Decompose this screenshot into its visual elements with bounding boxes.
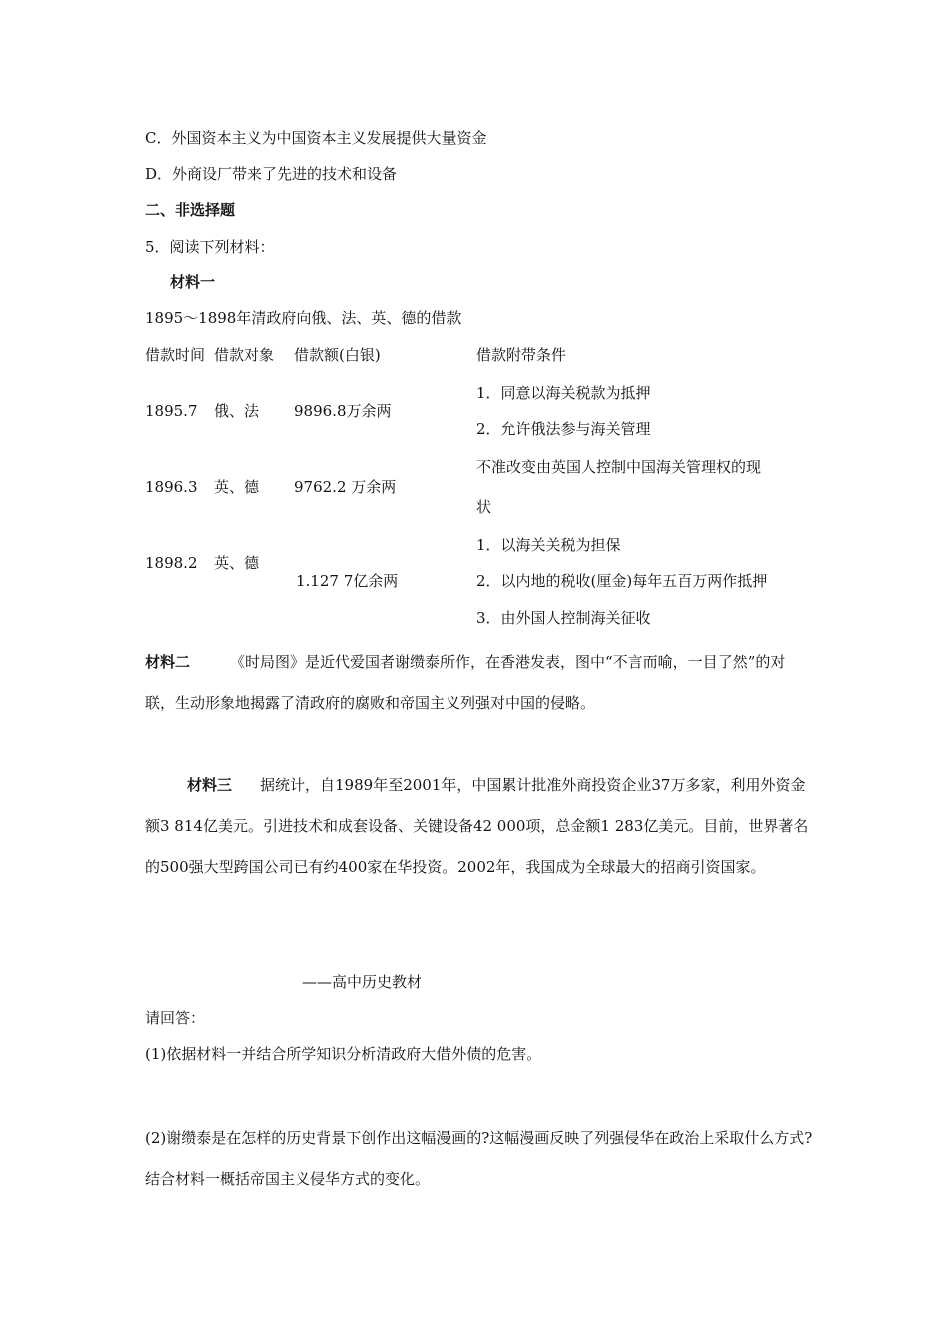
question-2: (2)谢缵泰是在怎样的历史背景下创作出这幅漫画的?这幅漫画反映了列强侵华在政治上采取什么方式?结合材料一概括帝国主义侵华方式的变化。 <box>145 1129 813 1188</box>
option-d: D．外商设厂带来了先进的技术和设备 <box>145 165 398 183</box>
answer-prompt: 请回答： <box>145 1009 206 1027</box>
material1-label: 材料一 <box>170 273 216 291</box>
header-target: 借款对象 <box>214 346 275 364</box>
row1-condition-1: 1．同意以海关税款为抵押 <box>476 384 651 402</box>
material3-source: ——高中历史教材 <box>302 973 423 991</box>
header-date: 借款时间 <box>145 346 206 364</box>
row2-target: 英、德 <box>214 478 260 496</box>
material2-paragraph <box>145 642 815 724</box>
row3-condition-2: 2．以内地的税收(厘金)每年五百万两作抵押 <box>476 572 768 590</box>
material2-text: 《时局图》是近代爱国者谢缵泰所作，在香港发表，图中“不言而喻，一目了然”的对联，生动形象地揭露了清政府的腐败和帝国主义列强对中国的侵略。 <box>145 653 786 712</box>
row3-date: 1898.2 <box>145 554 198 572</box>
row1-target: 俄、法 <box>214 402 260 420</box>
header-conditions: 借款附带条件 <box>476 346 567 364</box>
row2-date: 1896.3 <box>145 478 198 496</box>
row2-condition-2: 状 <box>476 498 492 516</box>
option-c: C．外国资本主义为中国资本主义发展提供大量资金 <box>145 129 487 147</box>
material3-text: 据统计，自1989年至2001年，中国累计批准外商投资企业37万多家，利用外资金额3 814亿美元。引进技术和成套设备、关键设备42 000项，总金额1 283亿美元。目前，世界著名的500强大型跨国公司已有约400家在华投资。2002年，我国成为全球最大的招商引资国家。 <box>145 776 809 876</box>
row3-condition-1: 1．以海关关税为担保 <box>476 536 621 554</box>
row3-condition-3: 3．由外国人控制海关征收 <box>476 609 651 627</box>
row2-condition-1: 不准改变由英国人控制中国海关管理权的现 <box>476 458 762 476</box>
material1-caption: 1895～1898年清政府向俄、法、英、德的借款 <box>145 309 462 327</box>
row3-target: 英、德 <box>214 554 260 572</box>
material3-label: 材料三 <box>187 776 233 794</box>
row1-date: 1895.7 <box>145 402 198 420</box>
row3-amount: 1.127 7亿余两 <box>296 572 399 590</box>
row2-amount: 9762.2 万余两 <box>294 478 397 496</box>
material2-label: 材料二 <box>145 653 191 671</box>
question-1: (1)依据材料一并结合所学知识分析清政府大借外债的危害。 <box>145 1045 542 1063</box>
row1-condition-2: 2．允许俄法参与海关管理 <box>476 420 651 438</box>
material3-paragraph <box>145 765 815 888</box>
header-amount: 借款额(白银) <box>294 346 381 364</box>
question-5: 5．阅读下列材料： <box>145 238 275 256</box>
section-title: 二、非选择题 <box>145 201 236 219</box>
row1-amount: 9896.8万余两 <box>294 402 392 420</box>
